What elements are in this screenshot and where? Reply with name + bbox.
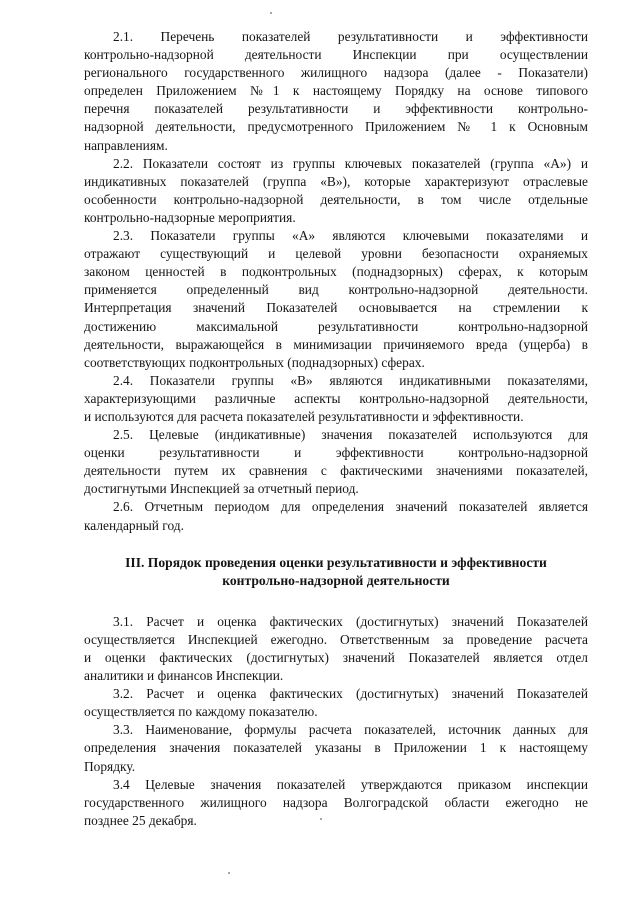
paragraph-line: Порядку. — [84, 758, 136, 774]
paragraph-2-4 — [84, 372, 588, 426]
paragraph-line: перечня показателей результативности и эффективности контрольно- — [84, 101, 588, 117]
paragraph-line: 3.4 Целевые значения показателей утверждаются приказом инспекции — [113, 776, 588, 792]
paragraph-2-3 — [84, 227, 588, 372]
paragraph-line: особенности контрольно-надзорной деятельности, в том числе отдельные — [84, 191, 588, 207]
paragraph-line: достигнутыми Инспекцией за отчетный период. — [84, 481, 359, 497]
paragraph-line: позднее 25 декабря. — [84, 812, 197, 828]
paragraph-3-1 — [84, 613, 588, 685]
paragraph-line: контрольно-надзорной деятельности Инспекции при осуществлении — [84, 47, 588, 63]
paragraph-line: аналитики и финансов Инспекции. — [84, 668, 284, 684]
paragraph-3-4 — [84, 776, 588, 830]
section-iii-body — [84, 613, 588, 830]
paragraph-line: определен Приложением №1 к настоящему Порядку на основе типового — [84, 83, 588, 99]
paragraph-3-2 — [84, 685, 588, 721]
paragraph-line: отражают существующий и целевой уровни безопасности охраняемых — [84, 246, 588, 262]
scan-speck — [228, 872, 230, 874]
paragraph-line: календарный год. — [84, 517, 184, 533]
paragraph-line: надзорной деятельности, предусмотренного Приложением № 1 к Основным — [84, 119, 588, 135]
paragraph-line: 3.3. Наименование, формулы расчета показателей, источник данных для — [113, 722, 588, 738]
document-page — [84, 28, 588, 830]
paragraph-line: регионального государственного жилищного надзора (далее - Показатели) — [84, 65, 588, 81]
spacer — [84, 590, 588, 613]
paragraph-2-1 — [84, 28, 588, 155]
paragraph-line: характеризующими различные аспекты контрольно-надзорной деятельности, — [84, 390, 588, 406]
scan-speck — [270, 12, 272, 14]
paragraph-line: 2.4. Показатели группы «В» являются индикативными показателями, — [113, 372, 588, 388]
paragraph-line: 2.6. Отчетным периодом для определения значений показателей является — [113, 499, 588, 515]
paragraph-line: деятельности, выражающейся в минимизации причиняемого вреда (ущерба) в — [84, 336, 588, 352]
paragraph-line: оценки результативности и эффективности контрольно-надзорной — [84, 445, 588, 461]
section-heading-line-1: III. Порядок проведения оценки результативности и эффективности — [125, 554, 547, 570]
paragraph-line: контрольно-надзорные мероприятия. — [84, 209, 296, 225]
paragraph-line: 2.3. Показатели группы «А» являются ключевыми показателями и — [113, 228, 588, 244]
paragraph-2-5 — [84, 426, 588, 498]
paragraph-line: определения значения показателей указаны в Приложении 1 к настоящему — [84, 740, 588, 756]
paragraph-line: достижению максимальной результативности контрольно-надзорной — [84, 318, 588, 334]
paragraph-line: соответствующих подконтрольных (поднадзорных) сферах. — [84, 354, 425, 370]
paragraph-line: Интерпретация значений Показателей основывается на стремлении к — [84, 300, 588, 316]
section-ii-continued — [84, 28, 588, 535]
scan-speck — [320, 818, 322, 820]
section-heading-line-2: контрольно-надзорной деятельности — [222, 572, 450, 588]
paragraph-line: 2.5. Целевые (индикативные) значения показателей используются для — [113, 427, 588, 443]
paragraph-line: деятельности путем их сравнения с фактическими значениями показателей, — [84, 463, 588, 479]
paragraph-line: 3.1. Расчет и оценка фактических (достигнутых) значений Показателей — [113, 613, 588, 629]
paragraph-2-6 — [84, 498, 588, 534]
paragraph-line: применяется определенный вид контрольно-надзорной деятельности. — [84, 282, 588, 298]
paragraph-3-3 — [84, 721, 588, 775]
paragraph-line: осуществляется по каждому показателю. — [84, 704, 318, 720]
paragraph-line: осуществляется Инспекцией ежегодно. Ответственным за проведение расчета — [84, 631, 588, 647]
paragraph-line: индикативных показателей (группа «В»), которые характеризуют отраслевые — [84, 173, 588, 189]
paragraph-2-2 — [84, 155, 588, 227]
spacer — [84, 535, 588, 554]
paragraph-line: 3.2. Расчет и оценка фактических (достигнутых) значений Показателей — [113, 686, 588, 702]
paragraph-line: и оценки фактических (достигнутых) значений Показателей является отдел — [84, 650, 588, 665]
paragraph-line: законом ценностей в подконтрольных (поднадзорных) сферах, к которым — [84, 264, 588, 280]
paragraph-line: государственного жилищного надзора Волгоградской области ежегодно не — [84, 794, 588, 810]
paragraph-line: и используются для расчета показателей результативности и эффективности. — [84, 408, 524, 424]
paragraph-line: 2.1. Перечень показателей результативности и эффективности — [113, 29, 588, 44]
paragraph-line: направлениям. — [84, 137, 168, 153]
paragraph-line: 2.2. Показатели состоят из группы ключевых показателей (группа «А») и — [113, 155, 588, 171]
